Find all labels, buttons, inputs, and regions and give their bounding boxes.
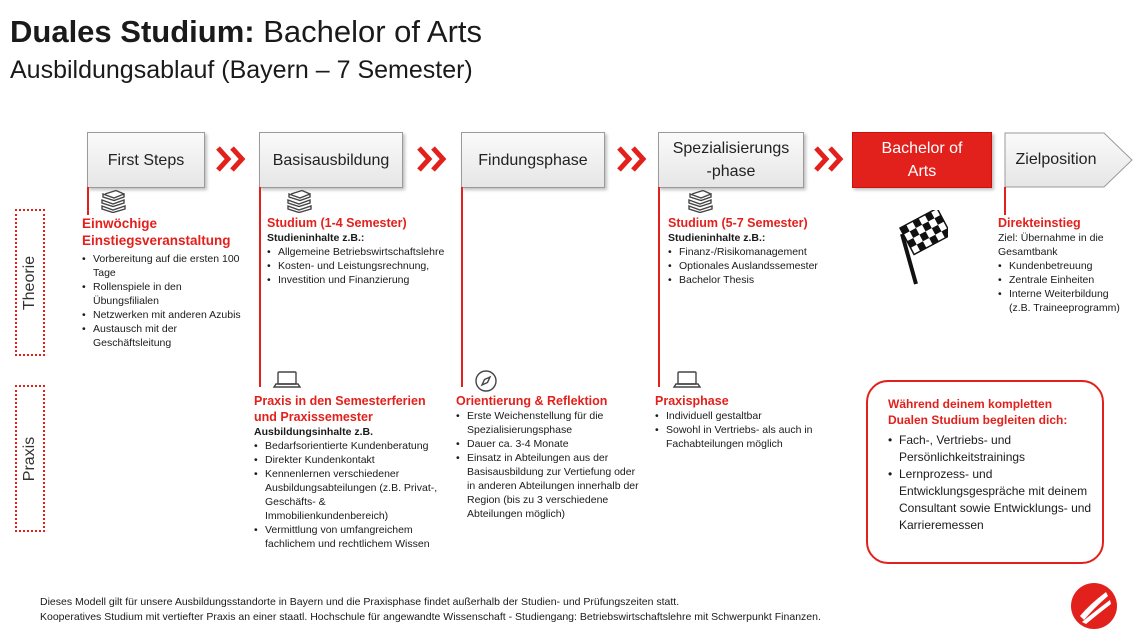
compass-icon [474,369,498,393]
list-item: • Finanz-/Risikomanagement [668,245,843,259]
connector-line [1004,187,1006,215]
page-title [10,14,482,50]
callout-heading: Während deinem kompletten Dualen Studium begleiten dich: [888,397,1068,427]
list-item: • Kundenbetreuung [998,259,1130,273]
section-heading: Einwöchige Einstiegsveranstaltung [82,216,231,248]
connector-line [259,187,261,387]
side-label-praxis [15,385,45,532]
stage-label: First Steps [107,151,185,169]
page-title-bold: Duales Studium: [10,14,255,49]
list-item: • Direkter Kundenkontakt [254,453,439,467]
stage-label: Findungsphase [478,151,588,169]
section-heading: Praxis in den Semesterferien und Praxissemester [254,394,426,424]
book-stack-icon [284,189,314,213]
side-label-text: Theorie [21,255,38,310]
praxis-basis [254,393,439,551]
stage-spezialisierungsphase [658,132,804,188]
section-heading: Studium (5-7 Semester) [668,216,808,230]
list-item: • Kosten- und Leistungsrechnung, [267,259,457,273]
page-title-rest: Bachelor of Arts [254,14,483,49]
section-heading: Studium (1-4 Semester) [267,216,407,230]
list-item: • Allgemeine Betriebswirtschaftslehre [267,245,457,259]
stage-label: Spezialisierungs -phase [672,140,790,180]
theorie-zielposition [998,215,1130,315]
list-item: • Rollenspiele in den Übungsfilialen [82,280,242,308]
stage-label: Basisausbildung [272,151,390,169]
theorie-spezialisierung [668,215,843,287]
list-item: • Optionales Auslandssemester [668,259,843,273]
stage-findungsphase [461,132,605,188]
callout-content [888,396,1094,534]
bullet-list [668,245,843,287]
stage-basisausbildung [259,132,403,188]
list-item: • Austausch mit der Geschäftsleitung [82,322,242,350]
side-label-text: Praxis [21,436,39,481]
callout-box [866,380,1104,564]
double-chevron-right-icon [417,146,449,172]
list-item: • Investition und Finanzierung [267,273,457,287]
list-item: • Bedarfsorientierte Kundenberatung [254,439,439,453]
bullet-list [888,432,1094,534]
bullet-list [456,409,641,521]
list-item: • Interne Weiterbildung (z.B. Traineeprogramm) [998,287,1130,315]
book-stack-icon [685,189,715,213]
laptop-icon [672,368,702,392]
list-item: • Vermittlung von umfangreichem fachlichem und rechtlichem Wissen [254,523,439,551]
section-heading: Praxisphase [655,394,729,408]
stage-label: Zielposition [1015,151,1097,168]
bullet-list [267,245,457,287]
list-item: • Vorbereitung auf die ersten 100 Tage [82,252,242,280]
connector-line [87,187,89,215]
section-subheading: Studieninhalte z.B.: [668,232,766,244]
laptop-icon [272,368,302,392]
footer-line-2: Kooperatives Studium mit vertiefter Praxis an einer staatl. Hochschule für angewandte Wissenschaft - Studiengang: Betriebswirtschaftslehre mit Schwerpunkt Finanzen. [40,611,821,623]
bullet-list [254,439,439,551]
section-text: Ziel: Übernahme in die Gesamtbank [998,232,1104,258]
list-item: • Sowohl in Vertriebs- als auch in Fachabteilungen möglich [655,423,825,451]
list-item: • Einsatz in Abteilungen aus der Basisausbildung zur Vertiefung oder in anderen Abteilungen innerhalb der Region (bis zu 3 verschiedene Abteilungen möglich) [456,451,641,521]
section-subheading: Studieninhalte z.B.: [267,232,365,244]
checkered-flag-icon [888,210,948,286]
list-item: • Kennenlernen verschiedener Ausbildungsabteilungen (z.B. Privat-, Geschäfts- & Immobilienkundenbereich) [254,467,439,523]
stage-label: Bachelor of Arts [881,140,963,180]
list-item: • Erste Weichenstellung für die Spezialisierungsphase [456,409,641,437]
bullet-list [82,252,242,350]
theorie-first-steps [82,215,242,350]
bullet-list [655,409,825,451]
bank-logo-icon [1070,582,1118,630]
double-chevron-right-icon [617,146,649,172]
side-label-theorie [15,209,45,356]
section-heading: Orientierung & Reflektion [456,394,608,408]
theorie-basis [267,215,457,287]
list-item: • Dauer ca. 3-4 Monate [456,437,641,451]
praxis-findung [456,393,641,521]
list-item: • Lernprozess- und Entwicklungsgespräche mit deinem Consultant sowie Entwicklungs- und Karrieremessen [888,466,1094,534]
connector-line [461,187,463,387]
stage-zielposition [1004,132,1134,188]
stage-first-steps [87,132,205,188]
section-heading: Direkteinstieg [998,216,1081,230]
footer-line-1: Dieses Modell gilt für unsere Ausbildungsstandorte in Bayern und die Praxisphase findet außerhalb der Studien- und Prüfungszeiten statt. [40,596,680,608]
list-item: • Fach-, Vertriebs- und Persönlichkeitstrainings [888,432,1094,466]
list-item: • Bachelor Thesis [668,273,843,287]
list-item: • Netzwerken mit anderen Azubis [82,308,242,322]
page-subtitle: Ausbildungsablauf (Bayern – 7 Semester) [10,56,473,84]
double-chevron-right-icon [814,146,846,172]
list-item: • Zentrale Einheiten [998,273,1130,287]
book-stack-icon [98,189,128,213]
stage-bachelor-of-arts [852,132,992,188]
praxis-spezialisierung [655,393,825,451]
connector-line [658,187,660,387]
list-item: • Individuell gestaltbar [655,409,825,423]
section-subheading: Ausbildungsinhalte z.B. [254,426,374,438]
bullet-list [998,259,1130,315]
double-chevron-right-icon [216,146,248,172]
